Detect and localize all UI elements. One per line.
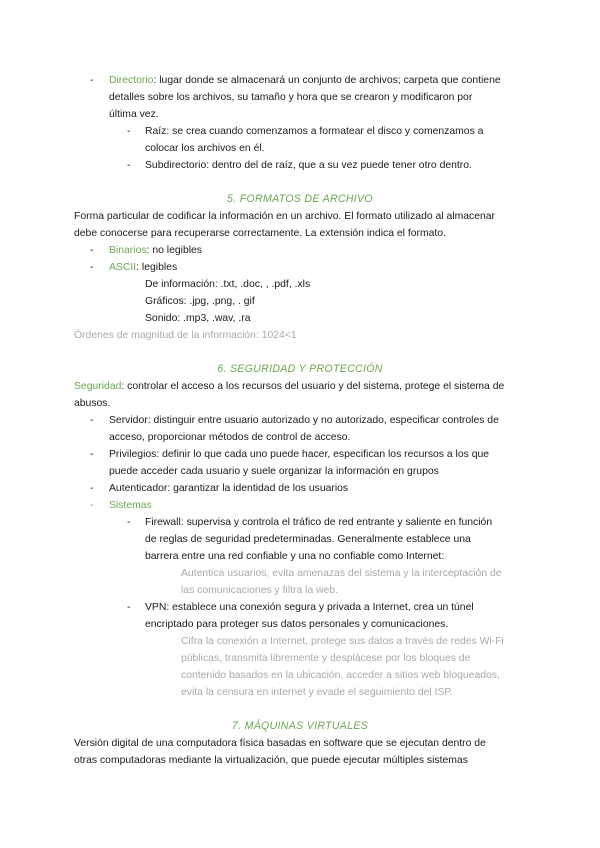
raiz-line1: Raíz: se crea cuando comenzamos a formatear el disco y comenzamos a xyxy=(145,126,484,137)
bullet-dash: - xyxy=(90,75,94,86)
sistemas-term: Sistemas xyxy=(109,500,152,511)
ascii-line xyxy=(109,259,177,276)
servidor-line2: acceso, proporcionar métodos de control de acceso. xyxy=(109,432,351,443)
binarios-term: Binarios xyxy=(109,245,147,256)
bullet-dash: - xyxy=(90,483,94,494)
servidor-line1: Servidor: distinguir entre usuario autorizado y no autorizado, especificar controles de xyxy=(109,415,499,426)
privilegios-line1: Privilegios: definir lo que cada uno puede hacer, especifican los recursos a los que xyxy=(109,449,490,460)
section-5-paragraph-line1: Forma particular de codificar la información en un archivo. El formato utilizado al almacenar xyxy=(74,211,496,222)
ascii-def: : legibles xyxy=(136,262,178,273)
vpn-line2: encriptado para proteger sus datos personales y comunicaciones. xyxy=(145,619,449,630)
vpn-note1: Cifra la conexión a Internet, protege sus datos a través de redes Wi-Fi xyxy=(181,636,504,647)
firewall-note1: Autentica usuarios, evita amenazas del sistema y la interceptación de xyxy=(181,568,502,579)
magnitud-note: Órdenes de magnitud de la información: 1024<1 xyxy=(74,330,297,341)
bullet-dash: - xyxy=(127,160,131,171)
firewall-line2: de reglas de seguridad predeterminadas. Generalmente establece una xyxy=(145,534,471,545)
seguridad-line2: abusos. xyxy=(74,398,111,409)
vpn-note4: evita la censura en internet y evade el seguimiento del ISP. xyxy=(181,687,453,698)
seguridad-line1 xyxy=(74,378,504,395)
firewall-line1: Firewall: supervisa y controla el tráfico de red entrante y saliente en función xyxy=(145,517,493,528)
section-6-heading: 6. SEGURIDAD Y PROTECCIÓN xyxy=(217,363,383,375)
formato-graficos: Gráficos: .jpg, .png, . gif xyxy=(145,296,255,307)
bullet-dash: - xyxy=(127,126,131,137)
subdirectorio-line: Subdirectorio: dentro del de raíz, que a su vez puede tener otro dentro. xyxy=(145,160,472,171)
directorio-line xyxy=(109,72,501,89)
seguridad-def: : controlar el acceso a los recursos del usuario y del sistema, protege el sistema de xyxy=(121,381,505,392)
directorio-line2: detalles sobre los archivos, su tamaño y hora que se crearon y modificaron por xyxy=(109,92,473,103)
formato-informacion: De información: .txt, .doc, , .pdf, .xls xyxy=(145,279,311,290)
bullet-dash: - xyxy=(90,415,94,426)
bullet-dash: - xyxy=(90,262,94,273)
section-5-heading: 5. FORMATOS DE ARCHIVO xyxy=(227,193,373,205)
bullet-dash: - xyxy=(90,500,94,511)
bullet-dash: - xyxy=(90,449,94,460)
directorio-line3: última vez. xyxy=(109,109,159,120)
raiz-line2: colocar los archivos en él. xyxy=(145,143,265,154)
vpn-note2: públicas, transmita libremente y desplácese por los bloques de xyxy=(181,653,471,664)
directorio-term: Directorio xyxy=(109,75,154,86)
directorio-def: : lugar donde se almacenará un conjunto de archivos; carpeta que contiene xyxy=(153,75,501,86)
bullet-dash: - xyxy=(127,602,131,613)
section-7-paragraph-line2: otras computadoras mediante la virtualización, que puede ejecutar múltiples sistemas xyxy=(74,755,468,766)
privilegios-line2: puede acceder cada usuario y suele organizar la información en grupos xyxy=(109,466,439,477)
section-7-heading: 7. MÁQUINAS VIRTUALES xyxy=(231,720,369,732)
bullet-dash: - xyxy=(90,245,94,256)
firewall-note2: las comunicaciones y filtra la web. xyxy=(181,585,339,596)
autenticador-line: Autenticador: garantizar la identidad de los usuarios xyxy=(109,483,349,494)
seguridad-term: Seguridad xyxy=(74,381,122,392)
section-5-paragraph-line2: debe conocerse para recuperarse correctamente. La extensión indica el formato. xyxy=(74,228,446,239)
ascii-term: ASCII xyxy=(109,262,137,273)
bullet-dash: - xyxy=(127,517,131,528)
firewall-line3: barrera entre una red confiable y una no confiable como Internet: xyxy=(145,551,445,562)
vpn-line1: VPN: establece una conexión segura y privada a Internet, crea un túnel xyxy=(145,602,474,613)
vpn-note3: contenido basados en la ubicación, acceder a sitios web bloqueados, xyxy=(181,670,500,681)
section-7-paragraph-line1: Versión digital de una computadora física basadas en software que se ejecutan dentro de xyxy=(74,738,486,749)
binarios-line xyxy=(109,242,202,259)
binarios-def: : no legibles xyxy=(146,245,203,256)
formato-sonido: Sonido: .mp3, .wav, .ra xyxy=(145,313,251,324)
